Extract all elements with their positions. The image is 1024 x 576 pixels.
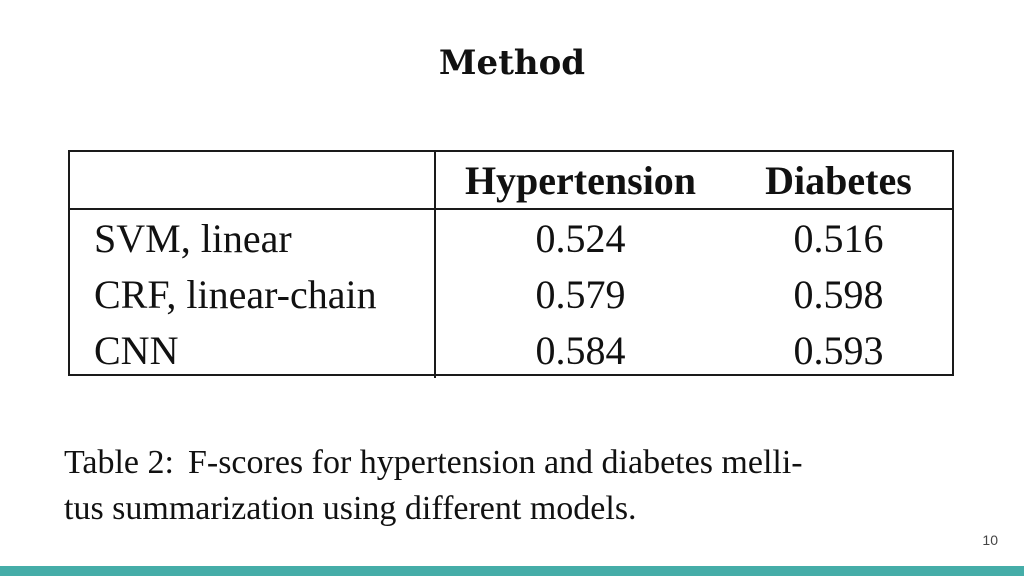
model-name-cell: CNN	[70, 322, 435, 378]
f-score-table	[70, 152, 952, 378]
table-row	[70, 266, 952, 322]
header-corner-cell	[70, 152, 435, 209]
hypertension-score-cell: 0.579	[535, 271, 626, 317]
hypertension-score-cell: 0.584	[535, 327, 626, 373]
model-name-cell: CRF, linear-chain	[70, 266, 435, 322]
header-diabetes: Diabetes	[725, 152, 952, 209]
caption-line-1	[64, 440, 964, 486]
table-row	[70, 322, 952, 378]
table-caption	[64, 440, 964, 532]
table-header-row	[70, 152, 952, 209]
caption-text-1: F-scores for hypertension and diabetes melli-	[187, 444, 803, 481]
caption-label: Table 2:	[64, 444, 174, 481]
hypertension-score-cell: 0.524	[535, 215, 626, 261]
caption-line-2: tus summarization using different models.	[64, 490, 637, 527]
page-number: 10	[982, 532, 998, 548]
table-row	[70, 209, 952, 266]
slide-title: Method	[438, 43, 586, 83]
header-hypertension: Hypertension	[435, 152, 725, 209]
diabetes-score-cell: 0.598	[793, 271, 884, 317]
results-table	[68, 150, 954, 376]
model-name-cell: SVM, linear	[70, 209, 435, 266]
bottom-accent-bar	[0, 566, 1024, 576]
diabetes-score-cell: 0.516	[793, 215, 884, 261]
diabetes-score-cell: 0.593	[793, 327, 884, 373]
